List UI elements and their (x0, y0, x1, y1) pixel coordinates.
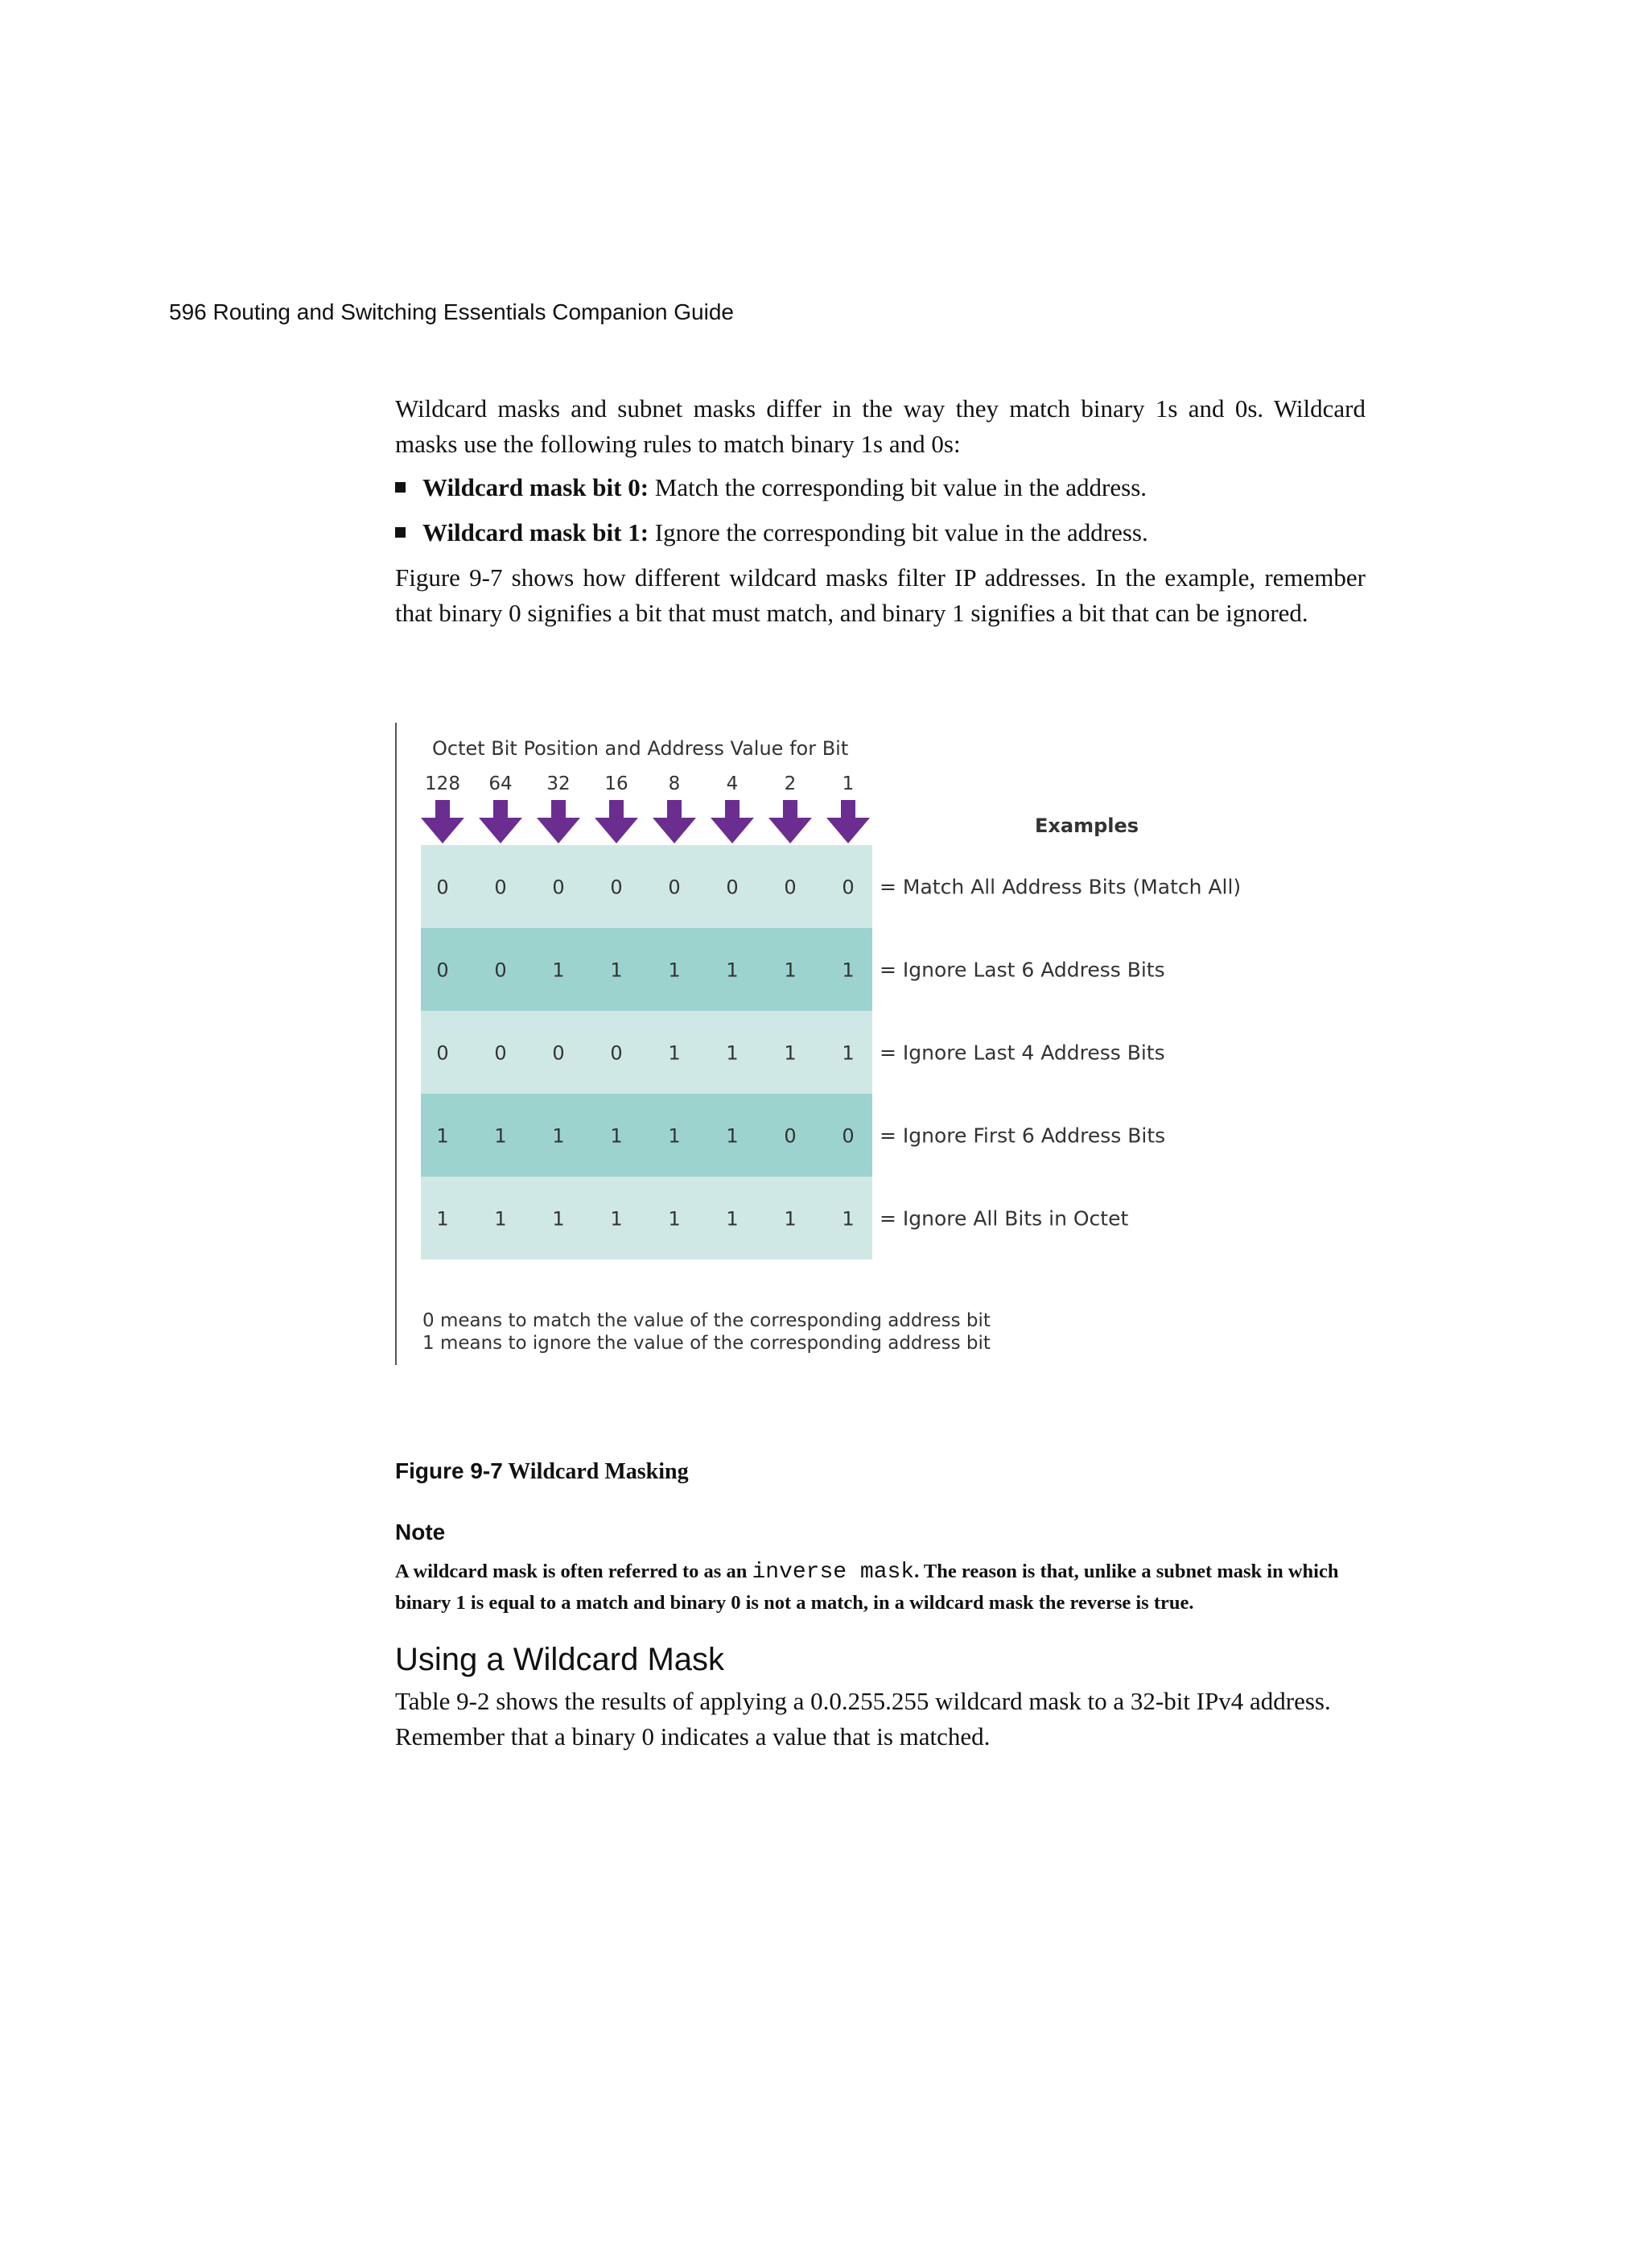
mask-bit: 1 (436, 1207, 449, 1231)
bit-position-value: 1 (842, 773, 855, 794)
down-arrow-icon (479, 800, 522, 843)
bullet-text: Ignore the corresponding bit value in the address. (649, 518, 1148, 546)
mask-bit: 1 (842, 959, 855, 982)
mask-bit: 1 (494, 1207, 507, 1231)
mask-row-label: = Ignore All Bits in Octet (880, 1206, 1129, 1231)
mask-row-label: = Match All Address Bits (Match All) (880, 875, 1242, 899)
section-body (395, 1684, 1366, 1755)
mask-bit: 1 (726, 1041, 739, 1065)
mask-bit: 1 (726, 959, 739, 982)
mask-bit: 1 (842, 1207, 855, 1231)
down-arrow-icon (826, 800, 870, 843)
mask-row-label: = Ignore Last 4 Address Bits (880, 1041, 1165, 1065)
mask-bit: 0 (552, 876, 565, 899)
down-arrow-icon (537, 800, 580, 843)
figure-reference-paragraph: Figure 9-7 shows how different wildcard masks filter IP addresses. In the example, remember that binary 0 signifies a bit that must match, and binary 1 signifies a bit that can be ignored. (395, 563, 1366, 627)
mask-bit: 1 (552, 959, 565, 982)
intro-paragraph: Wildcard masks and subnet masks differ in the way they match binary 1s and 0s. Wildcard masks use the following rules to match binary 1s and 0s: (395, 394, 1366, 458)
bit-position-value: 32 (546, 773, 571, 794)
legend-line-1: 1 means to ignore the value of the corresponding address bit (422, 1333, 991, 1354)
note-text-before: A wildcard mask is often referred to as an (395, 1561, 752, 1582)
mask-bit: 0 (784, 1124, 797, 1148)
mask-row-background (421, 1011, 872, 1094)
mask-bit: 1 (610, 1124, 623, 1148)
bullet-term: Wildcard mask bit 0: (422, 473, 649, 501)
mask-bit: 1 (552, 1124, 565, 1148)
mask-bit: 1 (784, 1041, 797, 1065)
mask-bit: 1 (784, 959, 797, 982)
figure-title: Wildcard Masking (502, 1459, 689, 1484)
mask-bit: 1 (610, 959, 623, 982)
section-paragraph: Table 9-2 shows the results of applying a 0.0.255.255 wildcard mask to a 32-bit IPv4 address. Remember that a binary 0 indicates a value that is matched. (395, 1687, 1331, 1750)
mask-bit: 0 (436, 876, 449, 899)
mask-bit: 1 (784, 1207, 797, 1231)
mask-bit: 0 (842, 876, 855, 899)
mask-bit: 0 (842, 1124, 855, 1148)
mask-bit: 0 (494, 876, 507, 899)
down-arrow-icon (421, 800, 464, 843)
bit-position-value: 16 (604, 773, 628, 794)
bit-position-value: 2 (784, 773, 797, 794)
down-arrow-icon (711, 800, 754, 843)
wildcard-mask-figure (395, 723, 1282, 1365)
bullet-item (395, 515, 1366, 551)
down-arrow-icon (653, 800, 696, 843)
examples-label: Examples (1035, 814, 1139, 837)
mask-bit: 1 (610, 1207, 623, 1231)
mask-bit: 0 (552, 1041, 565, 1065)
mask-row-label: = Ignore Last 6 Address Bits (880, 958, 1165, 982)
mask-row-background (421, 928, 872, 1011)
bullet-text: Match the corresponding bit value in the address. (649, 473, 1147, 501)
mask-bit: 1 (668, 1041, 681, 1065)
bit-position-value: 128 (425, 773, 460, 794)
mask-bit: 0 (610, 876, 623, 899)
mask-row-background (421, 1177, 872, 1260)
mask-bit: 0 (436, 959, 449, 982)
bullet-term: Wildcard mask bit 1: (422, 518, 649, 546)
mask-bit: 0 (436, 1041, 449, 1065)
figure-heading: Octet Bit Position and Address Value for Bit (432, 737, 849, 760)
figure-number: Figure 9-7 (395, 1458, 503, 1483)
mask-row-background (421, 845, 872, 928)
figure-caption (395, 1458, 689, 1485)
note-term: inverse mask (752, 1560, 915, 1585)
mask-bit: 1 (668, 959, 681, 982)
mask-bit: 1 (726, 1124, 739, 1148)
mask-bit: 0 (668, 876, 681, 899)
bit-position-value: 64 (488, 773, 513, 794)
mask-bit: 1 (668, 1124, 681, 1148)
down-arrow-icon (768, 800, 812, 843)
down-arrow-icon (595, 800, 638, 843)
note-body (395, 1557, 1373, 1619)
bullet-square-icon (395, 482, 406, 493)
mask-bit: 0 (494, 959, 507, 982)
legend-line-0: 0 means to match the value of the corresponding address bit (422, 1310, 991, 1331)
bit-position-value: 8 (668, 773, 681, 794)
note-heading: Note (395, 1520, 446, 1544)
section-heading: Using a Wildcard Mask (395, 1642, 725, 1677)
mask-bit: 0 (784, 876, 797, 899)
mask-bit: 0 (610, 1041, 623, 1065)
wildcard-mask-diagram (397, 723, 1282, 1365)
bit-position-value: 4 (726, 773, 739, 794)
running-header: 596 Routing and Switching Essentials Companion Guide (169, 299, 734, 324)
bullet-square-icon (395, 527, 406, 538)
mask-bit: 1 (436, 1124, 449, 1148)
mask-bit: 0 (726, 876, 739, 899)
mask-bit: 1 (494, 1124, 507, 1148)
mask-row-label: = Ignore First 6 Address Bits (880, 1124, 1166, 1148)
mask-bit: 1 (668, 1207, 681, 1231)
mask-bit: 0 (494, 1041, 507, 1065)
mask-row-background (421, 1094, 872, 1177)
mask-bit: 1 (552, 1207, 565, 1231)
mask-bit: 1 (726, 1207, 739, 1231)
mask-bit: 1 (842, 1041, 855, 1065)
bullet-item (395, 470, 1366, 505)
note-text-after: . The reason is that, unlike a subnet mask in which binary 1 is equal to a match and binary 0 is not a match, in a wildcard mask the reverse is true. (395, 1561, 1339, 1614)
intro-section (395, 391, 1366, 631)
